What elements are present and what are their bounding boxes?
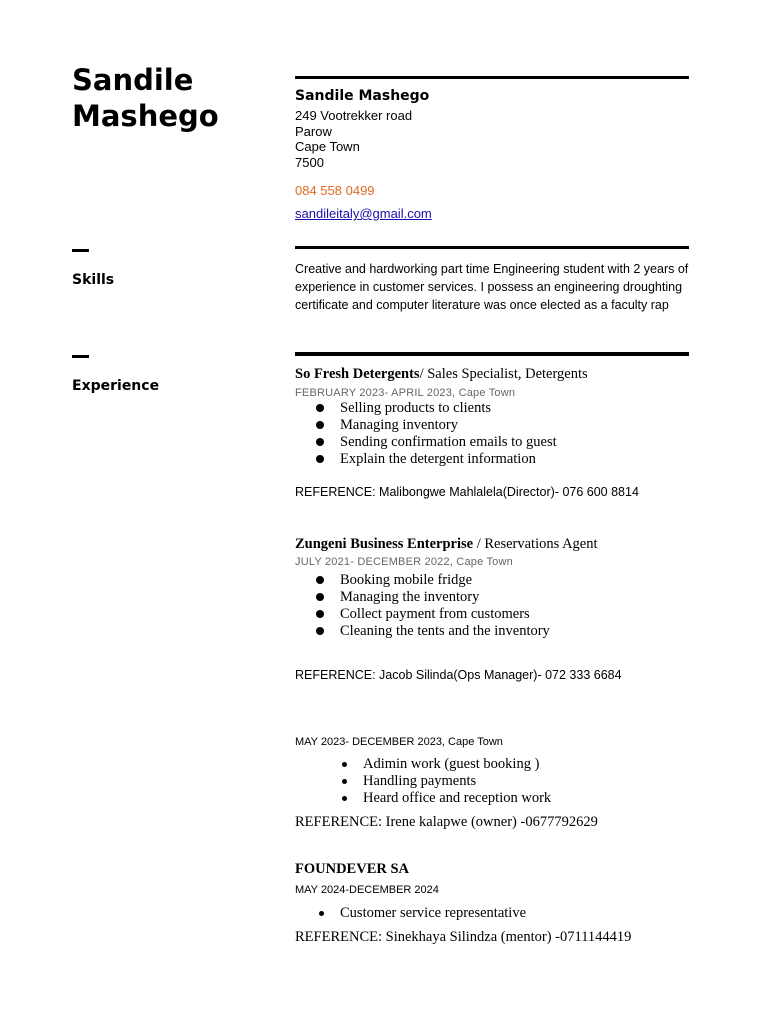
contact-address: [295, 108, 412, 170]
duty-text: Sending confirmation emails to guest: [340, 434, 557, 450]
skills-heading: Skills: [72, 272, 115, 288]
job-reference: REFERENCE: Jacob Silinda(Ops Manager)- 072 333 6684: [295, 668, 622, 682]
list-item: [295, 790, 551, 807]
contact-rule: [295, 76, 689, 79]
bullet-icon: [316, 404, 324, 412]
address-line: Cape Town: [295, 139, 360, 154]
bullet-icon: [316, 438, 324, 446]
bullet-icon: [342, 796, 347, 801]
duty-text: Heard office and reception work: [363, 790, 552, 806]
job-dates: MAY 2024-DECEMBER 2024: [295, 884, 439, 896]
job-company: FOUNDEVER SA: [295, 861, 409, 877]
contact-phone: 084 558 0499: [295, 183, 375, 198]
experience-heading: Experience: [72, 378, 160, 394]
bullet-icon: [342, 779, 347, 784]
bullet-icon: [316, 627, 324, 635]
duty-text: Collect payment from customers: [340, 606, 530, 622]
duty-text: Handling payments: [363, 773, 477, 789]
contact-name: Sandile Mashego: [295, 88, 430, 104]
list-item: [295, 756, 551, 773]
list-item: [295, 623, 550, 640]
list-item: [295, 589, 550, 606]
job-duties-list: [295, 756, 551, 807]
job-separator: /: [419, 366, 428, 382]
job-dates: MAY 2023- DECEMBER 2023, Cape Town: [295, 736, 503, 748]
list-item: [295, 572, 550, 589]
address-line: 249 Vootrekker road: [295, 108, 413, 123]
list-item: [295, 400, 557, 417]
skills-dash: [72, 249, 89, 252]
job-dates: JULY 2021- DECEMBER 2022, Cape Town: [295, 556, 513, 568]
bullet-icon: [316, 421, 324, 429]
list-item: [295, 606, 550, 623]
list-item: [295, 451, 557, 468]
job-role: Reservations Agent: [484, 536, 598, 552]
bullet-icon: [316, 593, 324, 601]
list-item: [295, 905, 526, 922]
job-title: [295, 536, 598, 553]
duty-text: Cleaning the tents and the inventory: [340, 623, 550, 639]
job-title: [295, 366, 588, 383]
job-company: Zungeni Business Enterprise: [295, 536, 477, 552]
duty-text: Managing inventory: [340, 417, 458, 433]
job-role: Sales Specialist, Detergents: [427, 366, 588, 382]
bullet-icon: [316, 576, 324, 584]
experience-dash: [72, 355, 89, 358]
contact-email-link[interactable]: sandileitaly@gmail.com: [295, 206, 432, 221]
duty-text: Managing the inventory: [340, 589, 480, 605]
duty-text: Selling products to clients: [340, 400, 492, 416]
list-item: [295, 773, 551, 790]
bullet-icon: [316, 455, 324, 463]
name-line-2: Mashego: [72, 99, 219, 133]
job-company: So Fresh Detergents: [295, 366, 420, 382]
list-item: [295, 417, 557, 434]
bullet-icon: [319, 911, 324, 916]
experience-rule: [295, 352, 689, 356]
job-reference: REFERENCE: Irene kalapwe (owner) -0677792629: [295, 814, 598, 830]
summary-rule: [295, 246, 689, 249]
bullet-icon: [342, 762, 347, 767]
duty-text: Customer service representative: [340, 905, 527, 921]
duty-text: Explain the detergent information: [340, 451, 536, 467]
duty-text: Adimin work (guest booking ): [363, 756, 540, 772]
address-line: Parow: [295, 123, 332, 139]
job-duties-list: [295, 572, 550, 640]
candidate-name: [72, 62, 272, 134]
job-reference: REFERENCE: Malibongwe Mahlalela(Director)- 076 600 8814: [295, 485, 639, 499]
job-reference: REFERENCE: Sinekhaya Silindza (mentor) -0711144419: [295, 929, 632, 945]
job-dates: FEBRUARY 2023- APRIL 2023, Cape Town: [295, 387, 516, 399]
name-line-1: Sandile: [72, 63, 194, 97]
list-item: [295, 434, 557, 451]
address-line: 7500: [295, 154, 324, 170]
job-duties-list: [295, 905, 526, 922]
bullet-icon: [316, 610, 324, 618]
duty-text: Booking mobile fridge: [340, 572, 473, 588]
summary-text: Creative and hardworking part time Engineering student with 2 years of experience in customer services. I possess an engineering droughting certificate and computer literature was once elected as a faculty rap: [295, 262, 689, 312]
job-separator: /: [476, 536, 485, 552]
job-duties-list: [295, 400, 557, 468]
